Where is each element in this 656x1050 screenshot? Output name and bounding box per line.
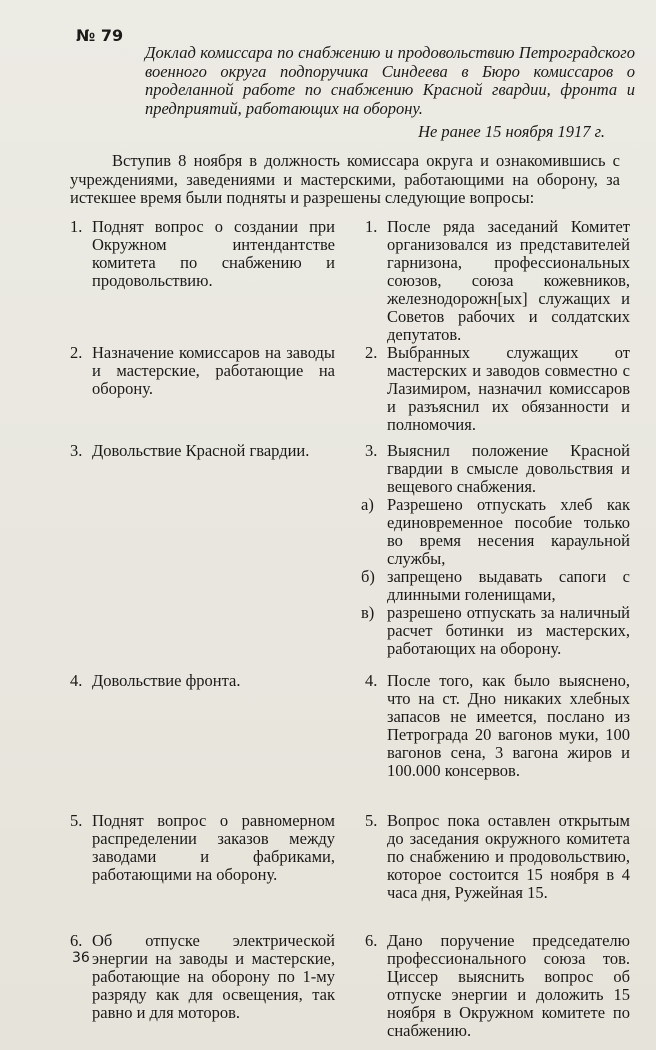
question-text: Об отпуске электрической энергии на заводы и мастерские, работающие на оборону по 1-му разряду как для освещения, так равно и для моторов.	[92, 930, 335, 1022]
table-row	[70, 442, 630, 660]
answer-text: Дано поручение председателю профессионального союза тов. Циссер выяснить вопрос об отпуске энергии и доложить 15 ноября в Окружном комитете по снабжению.	[387, 930, 630, 1040]
question-number: 6.	[70, 930, 83, 950]
question-number: 4.	[70, 670, 83, 690]
table-row	[70, 672, 630, 800]
sub-item-label: а)	[361, 494, 374, 514]
question-number: 2.	[70, 342, 83, 362]
document-date: Не ранее 15 ноября 1917 г.	[418, 122, 605, 141]
sub-item-text: Разрешено отпускать хлеб как единовременное пособие только во время несения караульной службы,	[387, 494, 630, 568]
sub-item-label: б)	[361, 566, 375, 586]
table-row	[70, 344, 630, 432]
sub-item-text: разрешено отпускать за наличный расчет ботинки из мастерских, работающих на оборону.	[387, 602, 630, 658]
answer-number: 1.	[365, 216, 378, 236]
question-text: Довольствие Красной гвардии.	[92, 440, 310, 460]
answer-number: 4.	[365, 670, 378, 690]
page-number: 36	[72, 950, 90, 966]
answer-cell	[365, 216, 630, 344]
answer-text: Выяснил положение Красной гвардии в смысле довольствия и вещевого снабжения.	[387, 440, 630, 496]
question-cell	[70, 932, 335, 1040]
question-cell	[70, 218, 335, 336]
answer-cell	[361, 440, 630, 660]
answer-text: Выбранных служащих от мастерских и заводов совместно с Лазимиром, назначил комиссаров и разъяснил их обязанности и полномочия.	[387, 342, 630, 434]
questions-answers-table	[70, 218, 630, 1040]
sub-item	[361, 568, 630, 604]
question-text: Поднят вопрос о создании при Окружном интендантстве комитета по снабжению и продовольствию.	[92, 216, 335, 290]
answer-text: После того, как было выяснено, что на ст. Дно никаких хлебных запасов не имеется, послано из Петрограда 20 вагонов муки, 100 вагонов сена, 3 вагона жиров и 100.000 консервов.	[387, 670, 630, 780]
question-cell	[70, 344, 335, 432]
sub-item	[361, 604, 630, 658]
question-text: Поднят вопрос о равномерном распределении заказов между заводами и фабриками, работающими на оборону.	[92, 810, 335, 884]
question-number: 1.	[70, 216, 83, 236]
answer-text: После ряда заседаний Комитет организовался из представителей гарнизона, профессиональных союзов, союза кожевников, железнодорожн[ых] служащих и Советов рабочих и солдатских депутатов.	[387, 216, 630, 344]
answer-number: 3.	[365, 440, 378, 460]
answer-cell	[365, 344, 630, 432]
answer-cell	[365, 812, 630, 920]
table-row	[70, 812, 630, 920]
question-cell	[70, 442, 335, 660]
sub-item-text: запрещено выдавать сапоги с длинными голенищами,	[387, 566, 630, 604]
question-number: 5.	[70, 810, 83, 830]
intro-paragraph: Вступив 8 ноября в должность комиссара округа и ознакомившись с учреждениями, заведениями и мастерскими, работающими на оборону, за истекшее время были подняты и разрешены следующие вопросы:	[70, 151, 620, 207]
question-cell	[70, 672, 335, 800]
answer-number: 6.	[365, 930, 378, 950]
answer-text: Вопрос пока оставлен открытым до заседания окружного комитета по снабжению и продовольствию, которое состоится 15 ноября в 4 часа дня, Ружейная 15.	[387, 810, 630, 902]
question-number: 3.	[70, 440, 83, 460]
document-number: № 79	[76, 26, 124, 45]
question-cell	[70, 812, 335, 920]
table-row	[70, 932, 630, 1040]
answer-number: 2.	[365, 342, 378, 362]
sub-item	[361, 496, 630, 568]
question-text: Назначение комиссаров на заводы и мастерские, работающие на оборону.	[92, 342, 335, 398]
answer-number: 5.	[365, 810, 378, 830]
answer-cell	[365, 932, 630, 1040]
document-heading: Доклад комиссара по снабжению и продовольствию Петроградского военного округа подпоручика Синдеева в Бюро комиссаров о проделанной работе по снабжению Красной гвардии, фронта и предприятий, работающих на оборону.	[145, 43, 635, 118]
question-text: Довольствие фронта.	[92, 670, 241, 690]
answer-cell	[365, 672, 630, 800]
table-row	[70, 216, 630, 344]
sub-item-label: в)	[361, 602, 375, 622]
